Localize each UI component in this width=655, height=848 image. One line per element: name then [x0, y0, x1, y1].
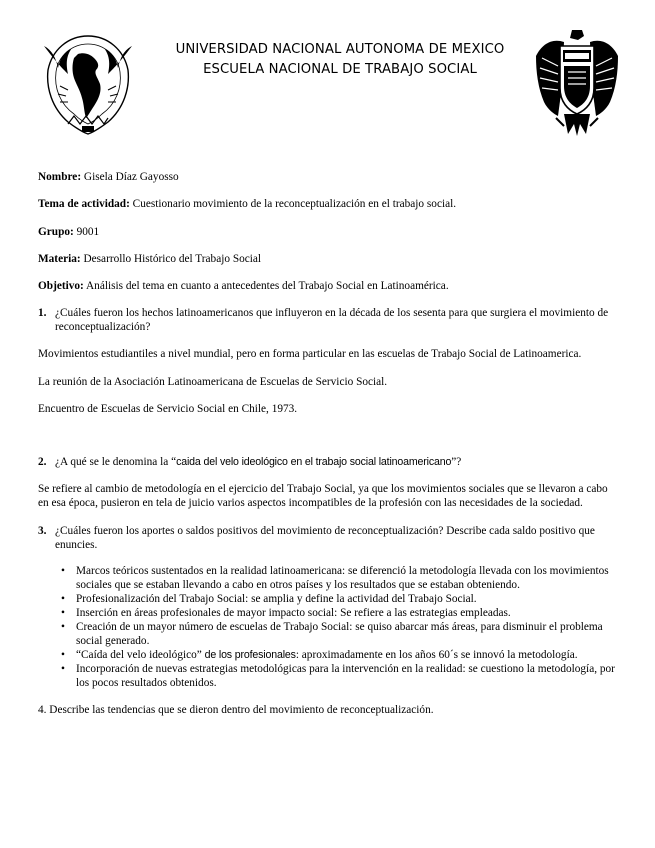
question-text-a: ¿A qué se le denomina la “	[55, 456, 177, 469]
grupo-label: Grupo:	[38, 225, 74, 238]
field-materia	[38, 252, 618, 266]
field-nombre	[38, 170, 618, 184]
objetivo-value: Análisis del tema en cuanto a antecedentes del Trabajo Social en Latinoamérica.	[83, 280, 449, 293]
question-2	[38, 455, 618, 469]
bullet-icon: •	[61, 592, 65, 605]
document-header	[0, 0, 655, 150]
list-item-text: Creación de un mayor número de escuelas de Trabajo Social: se quiso abarcar más áreas, para disminuir el problema social generado.	[76, 620, 603, 647]
list-item-text-b: de los profesionales	[201, 648, 296, 661]
question-text-c: ”?	[451, 456, 462, 469]
grupo-value: 9001	[73, 225, 100, 238]
list-item	[38, 620, 618, 648]
question-4: 4. Describe las tendencias que se dieron dentro del movimiento de reconceptualización.	[38, 703, 434, 716]
list-item-text: Profesionalización del Trabajo Social: se amplia y define la actividad del Trabajo Social.	[76, 592, 477, 605]
materia-value: Desarrollo Histórico del Trabajo Social	[80, 252, 262, 265]
answer-paragraph: Encuentro de Escuelas de Servicio Social en Chile, 1973.	[38, 403, 298, 416]
bullet-icon: •	[61, 662, 65, 675]
answer-paragraph: La reunión de la Asociación Latinoamericana de Escuelas de Servicio Social.	[38, 375, 388, 388]
document-body	[38, 170, 618, 730]
nombre-label: Nombre:	[38, 171, 82, 183]
field-grupo	[38, 225, 618, 239]
answer-paragraph: Se refiere al cambio de metodología en el ejercicio del Trabajo Social, ya que los movimientos sociales que se llevaron a cabo en esa época, pusieron en tela de juicio varios aspectos incompatibles de la profesión con las necesidades de la sociedad.	[38, 483, 608, 510]
list-item	[38, 592, 618, 606]
question-text: ¿Cuáles fueron los hechos latinoamericanos que influyeron en la década de los sesenta para que surgiera el movimiento de reconceptualización?	[55, 307, 609, 334]
list-item	[38, 648, 618, 662]
answer-paragraph: Movimientos estudiantiles a nivel mundial, pero en forma particular en las escuelas de Trabajo Social de Latinoamerica.	[38, 348, 582, 361]
contributions-list	[38, 564, 618, 690]
unam-seal-icon	[38, 28, 138, 136]
list-item-text: Incorporación de nuevas estrategias metodológicas para la intervención en la realidad: se cuestiono la metodología, por los pocos resultados obtenidos.	[76, 662, 615, 689]
list-item	[38, 564, 618, 592]
objetivo-label: Objetivo:	[38, 280, 84, 293]
header-title-block	[150, 40, 530, 80]
university-name: UNIVERSIDAD NACIONAL AUTONOMA DE MEXICO	[175, 42, 505, 57]
question-text: ¿Cuáles fueron los aportes o saldos positivos del movimiento de reconceptualización? Describe cada saldo positivo que enuncies.	[55, 524, 595, 551]
bullet-icon: •	[61, 606, 65, 619]
list-item	[38, 662, 618, 690]
question-number: 3.	[38, 524, 47, 537]
bullet-icon: •	[61, 620, 65, 633]
nombre-value: Gisela Díaz Gayosso	[81, 171, 179, 183]
field-objetivo	[38, 279, 618, 293]
tema-label: Tema de actividad:	[38, 198, 130, 211]
ents-eagle-seal-icon	[534, 26, 620, 138]
spacer	[38, 429, 618, 455]
question-number: 2.	[38, 456, 47, 469]
list-item-text-a: “Caída del velo ideológico”	[76, 648, 202, 661]
question-1	[38, 306, 618, 334]
bullet-icon: •	[61, 648, 65, 661]
bullet-icon: •	[61, 564, 65, 577]
list-item-text: Marcos teóricos sustentados en la realidad latinoamericana: se diferenció la metodología llevada con los movimientos sociales que se estaban llevando a cabo en otros países y los resultados que se estaban obteniendo.	[76, 564, 609, 591]
question-number: 1.	[38, 307, 47, 320]
field-tema	[38, 197, 618, 211]
school-name: ESCUELA NACIONAL DE TRABAJO SOCIAL	[203, 62, 477, 77]
question-text-quoted: caida del velo ideológico en el trabajo social latinoamericano	[176, 456, 452, 469]
list-item-text: Inserción en áreas profesionales de mayor impacto social: Se refiere a las estrategias empleadas.	[76, 606, 511, 619]
question-3	[38, 524, 618, 552]
list-item	[38, 606, 618, 620]
tema-value: Cuestionario movimiento de la reconceptualización en el trabajo social.	[129, 198, 457, 211]
materia-label: Materia:	[38, 252, 81, 265]
list-item-text-c: : aproximadamente en los años 60´s se innovó la metodología.	[295, 648, 578, 661]
